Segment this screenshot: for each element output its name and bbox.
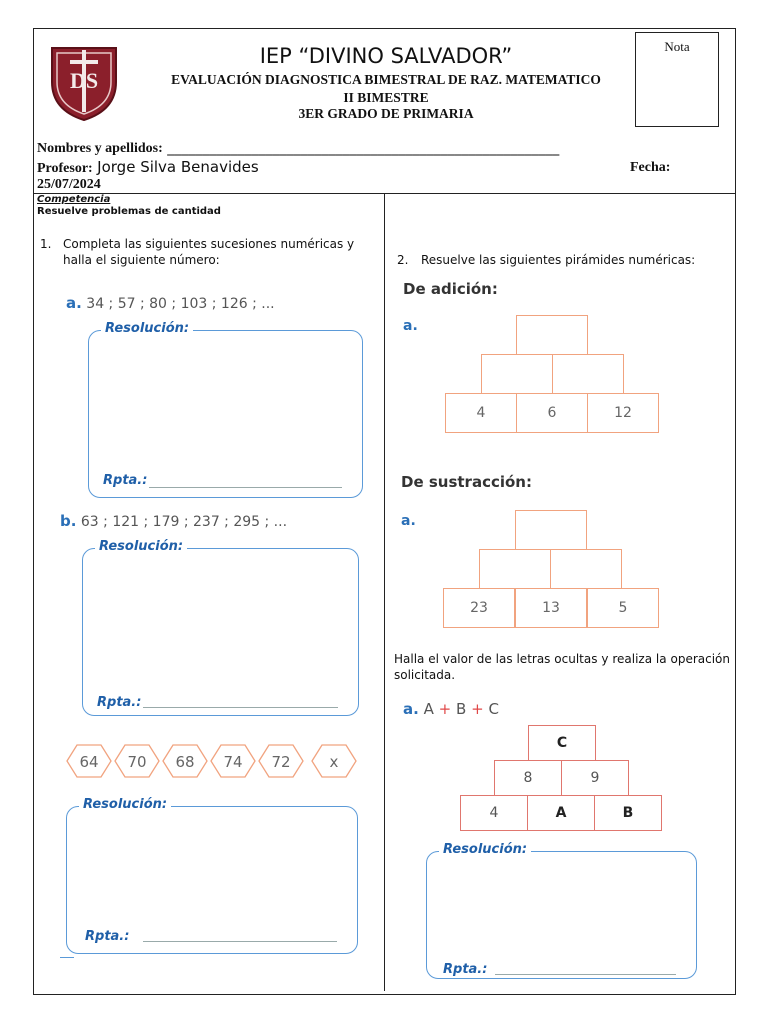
resolution-label: Resolución: bbox=[95, 539, 187, 554]
exam-grade: 3ER GRADO DE PRIMARIA bbox=[298, 106, 474, 121]
names-field bbox=[37, 140, 559, 157]
pyramid-cell-base: 12 bbox=[587, 393, 659, 433]
resolution-label: Resolución: bbox=[101, 321, 193, 336]
date-value: 25/07/2024 bbox=[37, 177, 101, 192]
resolution-box-d[interactable] bbox=[426, 842, 697, 979]
teacher-field bbox=[37, 158, 259, 177]
answer-line[interactable] bbox=[495, 974, 676, 975]
sequence-b-label: b. bbox=[60, 512, 77, 530]
q1-text: Completa las siguientes sucesiones numéricas y halla el siguiente número: bbox=[63, 237, 355, 267]
pyramid-cell-top[interactable] bbox=[516, 315, 588, 355]
pyramid-cell-base: 4 bbox=[445, 393, 517, 433]
hexagon-value: 68 bbox=[175, 753, 195, 771]
operation-b: B bbox=[456, 700, 467, 718]
hexagon-sequence bbox=[64, 742, 364, 780]
sequence-a bbox=[66, 294, 275, 312]
sequence-b-values: 63 ; 121 ; 179 ; 237 ; 295 ; ... bbox=[80, 514, 288, 530]
pyramid-cell-base: 13 bbox=[515, 588, 587, 628]
letter-cell-base: A bbox=[527, 795, 595, 831]
pyramid-cell-mid[interactable] bbox=[550, 549, 622, 589]
answer-line[interactable] bbox=[143, 941, 337, 942]
names-label: Nombres y apellidos: bbox=[37, 141, 163, 156]
sequence-a-label: a. bbox=[66, 294, 82, 312]
decorative-line bbox=[60, 957, 74, 958]
pyramid-cell-mid[interactable] bbox=[552, 354, 624, 394]
pyramid-cell-base: 5 bbox=[587, 588, 659, 628]
pyramid-cell-mid[interactable] bbox=[481, 354, 553, 394]
answer-line[interactable] bbox=[143, 707, 338, 708]
resolution-box-c[interactable] bbox=[66, 797, 358, 954]
hexagon-value: 70 bbox=[127, 753, 147, 771]
answer-line[interactable] bbox=[149, 487, 342, 488]
resolution-box-b[interactable] bbox=[82, 539, 359, 716]
sequence-b bbox=[60, 512, 287, 530]
date-label: Fecha: bbox=[630, 160, 671, 175]
q1-number: 1. bbox=[40, 237, 52, 251]
competencia-title: Competencia bbox=[37, 194, 111, 205]
column-divider bbox=[384, 194, 385, 991]
answer-label: Rpta.: bbox=[85, 929, 130, 944]
operation-plus: + bbox=[438, 700, 452, 718]
letter-cell-top: C bbox=[528, 725, 596, 761]
operation-c: C bbox=[488, 700, 499, 718]
pyramid-cell-top[interactable] bbox=[515, 510, 587, 550]
letter-cell-mid: 8 bbox=[494, 760, 562, 796]
letter-cell-base: B bbox=[594, 795, 662, 831]
exam-title: EVALUACIÓN DIAGNOSTICA BIMESTRAL DE RAZ. MATEMATICO bbox=[171, 72, 601, 87]
q2-number: 2. bbox=[397, 253, 409, 267]
letter-cell-mid: 9 bbox=[561, 760, 629, 796]
addition-title: De adición: bbox=[403, 280, 498, 298]
crest-letters: DS bbox=[70, 68, 99, 93]
hexagon-value: 64 bbox=[79, 753, 99, 771]
hexagon-unknown: x bbox=[329, 753, 339, 771]
competencia-desc: Resuelve problemas de cantidad bbox=[37, 206, 221, 217]
teacher-label: Profesor: bbox=[37, 161, 93, 176]
hexagon-value: 72 bbox=[271, 753, 291, 771]
subtraction-item-label: a. bbox=[401, 513, 416, 529]
operation bbox=[403, 700, 499, 718]
answer-label: Rpta.: bbox=[443, 962, 488, 977]
answer-label: Rpta.: bbox=[103, 473, 148, 488]
pyramid-cell-mid[interactable] bbox=[479, 549, 551, 589]
school-name: IEP “DIVINO SALVADOR” bbox=[259, 44, 513, 68]
teacher-name: Jorge Silva Benavides bbox=[97, 158, 259, 176]
addition-item-label: a. bbox=[403, 318, 418, 334]
resolution-label: Resolución: bbox=[439, 842, 531, 857]
q2-text: Resuelve las siguientes pirámides numéricas: bbox=[421, 253, 696, 267]
subtraction-title: De sustracción: bbox=[401, 473, 532, 491]
pyramid-cell-base: 23 bbox=[443, 588, 515, 628]
sequence-a-values: 34 ; 57 ; 80 ; 103 ; 126 ; ... bbox=[86, 296, 275, 312]
answer-label: Rpta.: bbox=[97, 695, 142, 710]
exam-period: II BIMESTRE bbox=[343, 90, 429, 105]
school-crest-icon bbox=[48, 42, 120, 122]
letter-cell-base: 4 bbox=[460, 795, 528, 831]
grade-box bbox=[635, 32, 719, 127]
resolution-label: Resolución: bbox=[79, 797, 171, 812]
pyramid-cell-base: 6 bbox=[516, 393, 588, 433]
operation-label: a. bbox=[403, 700, 419, 718]
operation-plus: + bbox=[471, 700, 484, 718]
operation-a: A bbox=[423, 700, 434, 718]
resolution-box-a[interactable] bbox=[88, 321, 363, 498]
hexagon-value: 74 bbox=[223, 753, 243, 771]
names-blank[interactable]: ________________________________________________________ bbox=[167, 140, 560, 156]
hidden-letters-instruction: Halla el valor de las letras ocultas y realiza la operación solicitada. bbox=[394, 652, 730, 682]
grade-label: Nota bbox=[664, 39, 690, 54]
